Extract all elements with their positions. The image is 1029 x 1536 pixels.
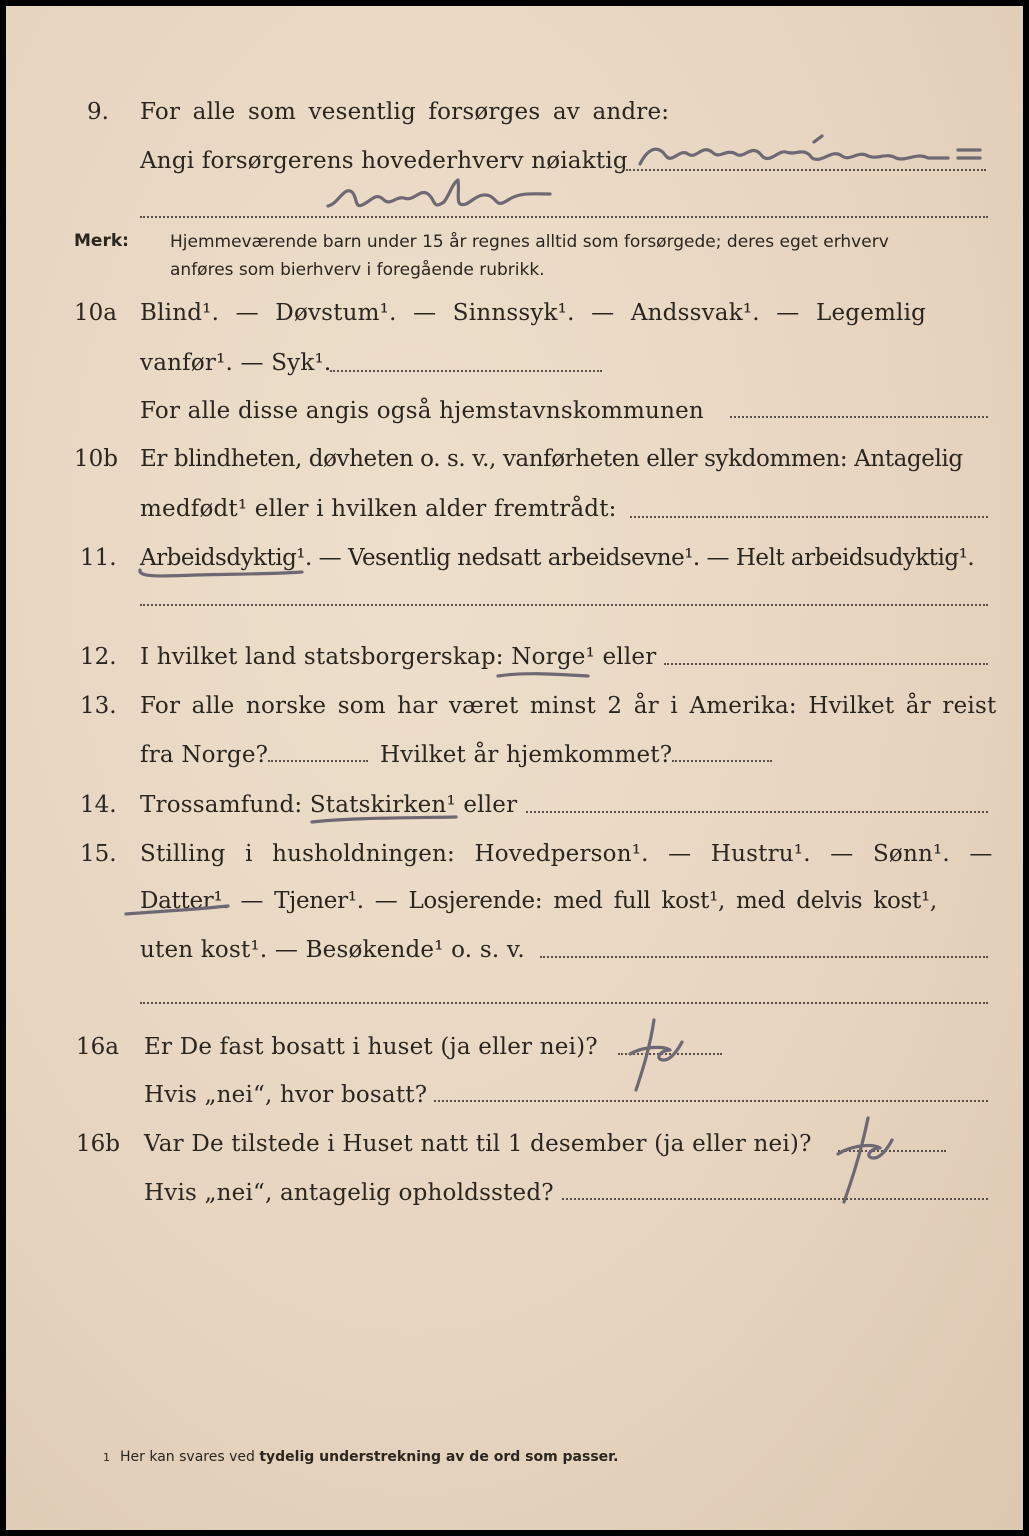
item-9-line1: For alle som vesentlig forsørges av andre: <box>140 99 670 125</box>
item-12-line1: I hvilket land statsborgerskap: Norge¹ eller <box>140 644 657 670</box>
item-16b-where-line <box>562 1198 988 1200</box>
item-10b-line2: medfødt¹ eller i hvilken alder fremtrådt: <box>140 496 617 522</box>
item-10b-line1: Er blindheten, døvheten o. s. v., vanførheten eller sykdommen: Antagelig <box>140 446 963 472</box>
item-16a-line1: Er De fast bosatt i huset (ja eller nei)? <box>144 1034 598 1060</box>
footnote <box>103 1449 618 1465</box>
underline-norge <box>494 668 594 682</box>
item-10a-line1: Blind¹. — Døvstum¹. — Sinnssyk¹. — Andssvak¹. — Legemlig <box>140 300 927 326</box>
item-16b-line2: Hvis „nei“, antagelig opholdssted? <box>144 1180 554 1206</box>
item-12-number: 12. <box>80 644 117 670</box>
handwriting-ja-16a <box>624 1016 704 1096</box>
underline-datter <box>118 902 238 922</box>
item-16a-line2: Hvis „nei“, hvor bosatt? <box>144 1082 428 1108</box>
item-10b-number: 10b <box>74 446 118 472</box>
item-10a-line3: For alle disse angis også hjemstavnskommunen <box>140 398 704 424</box>
underline-statskirken <box>306 812 466 828</box>
item-13-line2a: fra Norge? <box>140 742 269 768</box>
note-line2: anføres som bierhverv i foregående rubrikk. <box>170 260 545 280</box>
item-14-answer-line <box>526 811 988 813</box>
footnote-text-start: Her kan svares ved <box>120 1449 255 1465</box>
item-9-line2: Angi forsørgerens hovederhverv nøiaktig <box>140 148 628 174</box>
handwriting-occupation-1 <box>636 134 986 174</box>
item-15-answer-line-2 <box>140 1002 988 1004</box>
item-13-line1: For alle norske som har været minst 2 år i Amerika: Hvilket år reist <box>140 693 997 719</box>
handwriting-ja-16b <box>826 1114 916 1208</box>
item-13-line2b: Hvilket år hjemkommet? <box>380 742 673 768</box>
item-9-number: 9. <box>87 99 109 125</box>
item-16a-where-line <box>434 1100 988 1102</box>
item-16b-number: 16b <box>76 1131 120 1157</box>
item-11-number: 11. <box>80 545 117 571</box>
item-15-line1: Stilling i husholdningen: Hovedperson¹. — Hustru¹. — Sønn¹. — <box>140 841 993 867</box>
item-15-number: 15. <box>80 841 117 867</box>
item-10a-line2: vanfør¹. — Syk¹. <box>140 350 332 376</box>
underline-arbeidsdyktig <box>136 566 306 582</box>
item-11-answer-line <box>140 604 988 606</box>
item-10a-home-line <box>730 416 988 418</box>
census-form-page <box>6 6 1023 1530</box>
item-13-left-line <box>268 760 368 762</box>
footnote-text-bold: tydelig understrekning av de ord som passer. <box>259 1449 619 1465</box>
item-10a-answer-line <box>330 370 602 372</box>
item-13-right-line <box>672 760 772 762</box>
item-12-answer-line <box>664 663 988 665</box>
item-10a-number: 10a <box>74 300 117 326</box>
note-label: Merk: <box>74 231 129 251</box>
item-15-line3: uten kost¹. — Besøkende¹ o. s. v. <box>140 937 525 963</box>
item-14-number: 14. <box>80 792 117 818</box>
item-11-line1: Arbeidsdyktig¹. — Vesentlig nedsatt arbeidsevne¹. — Helt arbeidsudyktig¹. <box>140 545 975 571</box>
note-line1: Hjemmeværende barn under 15 år regnes alltid som forsørgede; deres eget erhverv <box>170 232 889 252</box>
item-16b-line1: Var De tilstede i Huset natt til 1 desember (ja eller nei)? <box>144 1131 812 1157</box>
item-14-line1: Trossamfund: Statskirken¹ eller <box>140 792 518 818</box>
item-10b-answer-line <box>630 516 988 518</box>
item-9-answer-line-2 <box>140 216 988 218</box>
footnote-mark: 1 <box>103 1451 110 1464</box>
handwriting-occupation-2 <box>324 174 564 224</box>
item-15-line2: Datter¹. — Tjener¹. — Losjerende: med full kost¹, med delvis kost¹, <box>140 888 937 914</box>
item-13-number: 13. <box>80 693 117 719</box>
item-15-answer-line <box>540 956 988 958</box>
item-16a-number: 16a <box>76 1034 119 1060</box>
